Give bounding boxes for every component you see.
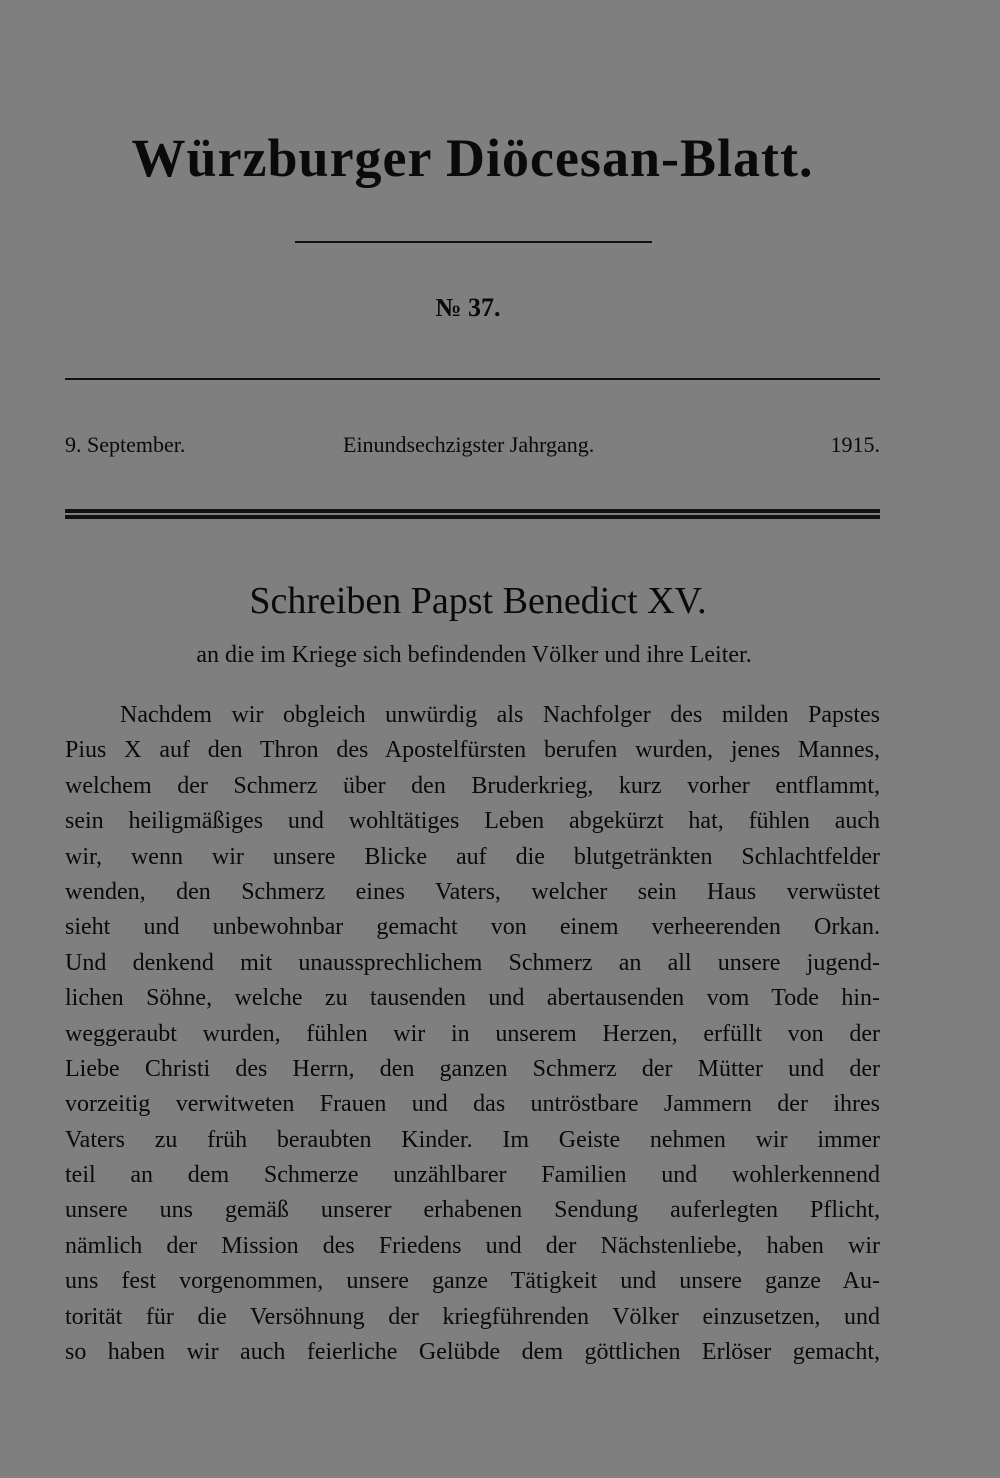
text-line: Und denkend mit unaussprechlichem Schmerz an all unsere jugend- [65,949,880,976]
masthead-divider [295,241,652,243]
double-rule-lower [65,515,880,519]
text-line: vorzeitig verwitweten Frauen und das untröstbare Jammern der ihres [65,1091,880,1118]
text-line: so haben wir auch feierliche Gelübde dem göttlichen Erlöser gemacht, [65,1339,880,1366]
issue-date: 9. September. [65,432,186,457]
text-line: wir, wenn wir unsere Blicke auf die blutgetränkten Schlachtfelder [65,843,880,870]
text-line: uns fest vorgenommen, unsere ganze Tätigkeit und unsere ganze Au- [65,1268,880,1295]
text-line: welchem der Schmerz über den Bruderkrieg, kurz vorher entflammt, [65,772,880,799]
double-rule-upper [65,509,880,513]
text-line: nämlich der Mission des Friedens und der Nächstenliebe, haben wir [65,1232,880,1259]
masthead-title: Würzburger Diöcesan-Blatt. [131,128,814,188]
text-line: teil an dem Schmerze unzählbarer Familien und wohlerkennend [65,1162,880,1189]
article-title: Schreiben Papst Benedict XV. [249,580,707,622]
article-body [65,698,880,1370]
text-line: torität für die Versöhnung der kriegführenden Völker einzusetzen, und [65,1303,880,1330]
article-subtitle: an die im Kriege sich befindenden Völker und ihre Leiter. [196,642,752,668]
text-line: unsere uns gemäß unserer erhabenen Sendung auferlegten Pflicht, [65,1197,880,1224]
text-line: Nachdem wir obgleich unwürdig als Nachfolger des milden Papstes [120,702,880,728]
text-line: sieht und unbewohnbar gemacht von einem verheerenden Orkan. [65,914,880,941]
text-line: weggeraubt wurden, fühlen wir in unserem Herzen, erfüllt von der [65,1020,880,1047]
issue-number: № 37. [435,293,501,322]
volume-label: Einundsechzigster Jahrgang. [343,432,595,457]
issue-year: 1915. [830,432,880,457]
text-line: Pius X auf den Thron des Apostelfürsten berufen wurden, jenes Mannes, [65,737,880,764]
text-line: Liebe Christi des Herrn, den ganzen Schmerz der Mütter und der [65,1055,880,1082]
text-line: lichen Söhne, welche zu tausenden und abertausenden vom Tode hin- [65,985,880,1012]
text-line: Vaters zu früh beraubten Kinder. Im Geiste nehmen wir immer [65,1126,880,1153]
dateline-top-rule [65,378,880,380]
text-line: wenden, den Schmerz eines Vaters, welcher sein Haus verwüstet [65,878,880,905]
text-line: sein heiligmäßiges und wohltätiges Leben abgekürzt hat, fühlen auch [65,808,880,835]
